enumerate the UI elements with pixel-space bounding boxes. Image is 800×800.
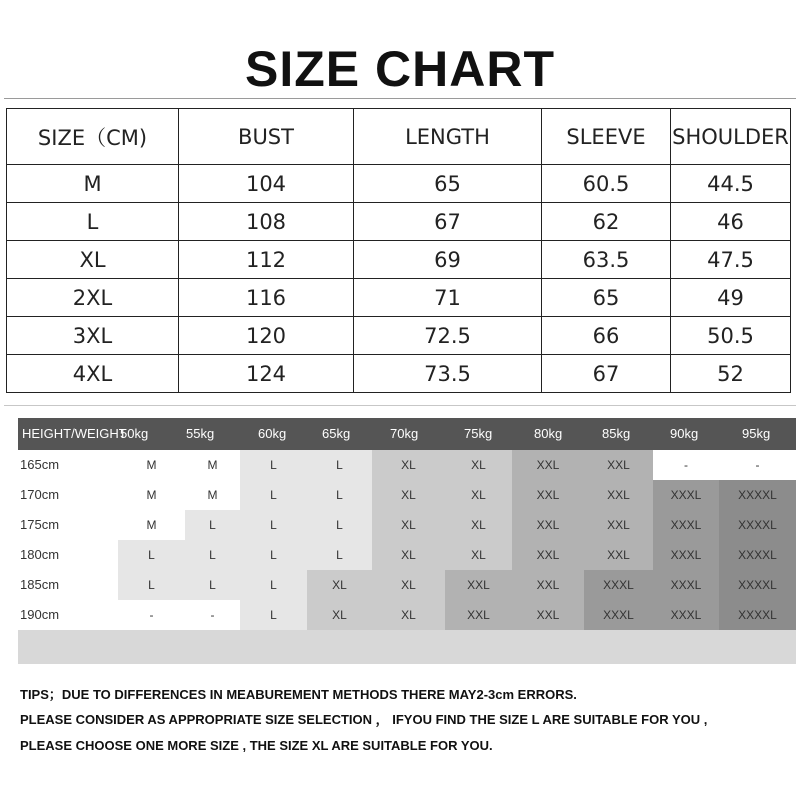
size-recommendation-cell: L xyxy=(118,570,185,600)
size-recommendation-cell: XL xyxy=(445,510,512,540)
bust-cell: 120 xyxy=(179,317,354,355)
height-weight-table xyxy=(18,418,796,664)
size-recommendation-cell: XL xyxy=(372,540,445,570)
tips-line: TIPS；DUE TO DIFFERENCES IN MEABUREMENT METHODS THERE MAY2-3cm ERRORS. xyxy=(20,687,577,702)
size-recommendation-cell: L xyxy=(307,480,372,510)
divider xyxy=(4,98,796,99)
size-cell: L xyxy=(7,203,179,241)
size-recommendation-cell: XXL xyxy=(584,480,653,510)
divider xyxy=(4,405,796,406)
size-recommendation-cell: XXL xyxy=(584,450,653,480)
sleeve-cell: 63.5 xyxy=(542,241,671,279)
column-header-bust: BUST xyxy=(179,109,354,165)
bust-cell: 116 xyxy=(179,279,354,317)
length-cell: 73.5 xyxy=(354,355,542,393)
size-recommendation-cell: L xyxy=(307,450,372,480)
size-cell: XL xyxy=(7,241,179,279)
height-label: 185cm xyxy=(20,577,60,592)
size-recommendation-cell: XL xyxy=(445,450,512,480)
size-recommendation-cell: - xyxy=(185,600,240,630)
bust-cell: 124 xyxy=(179,355,354,393)
size-recommendation-cell: XXL xyxy=(445,600,512,630)
height-label: 170cm xyxy=(20,487,60,502)
column-header-sleeve: SLEEVE xyxy=(542,109,671,165)
size-cell: M xyxy=(7,165,179,203)
size-recommendation-cell: M xyxy=(185,450,240,480)
length-cell: 65 xyxy=(354,165,542,203)
weight-column-header: 50kg xyxy=(120,426,149,441)
column-header-length: LENGTH xyxy=(354,109,542,165)
size-recommendation-cell: L xyxy=(185,540,240,570)
shoulder-cell: 44.5 xyxy=(671,165,791,203)
size-recommendation-cell: M xyxy=(118,450,185,480)
size-recommendation-cell: XXL xyxy=(512,450,584,480)
bust-cell: 112 xyxy=(179,241,354,279)
height-label: 190cm xyxy=(20,607,60,622)
size-recommendation-cell: XL xyxy=(445,480,512,510)
size-recommendation-cell: XXL xyxy=(584,540,653,570)
size-table-header-row xyxy=(7,109,791,165)
size-cell: 2XL xyxy=(7,279,179,317)
sleeve-cell: 67 xyxy=(542,355,671,393)
shoulder-cell: 46 xyxy=(671,203,791,241)
size-recommendation-cell: XXXL xyxy=(653,510,719,540)
column-header-shoulder: SHOULDER xyxy=(671,109,791,165)
size-recommendation-cell: XXL xyxy=(512,540,584,570)
size-recommendation-cell: L xyxy=(240,450,307,480)
weight-column-header: 65kg xyxy=(322,426,351,441)
size-recommendation-cell: XXXL xyxy=(584,600,653,630)
size-recommendation-cell: - xyxy=(653,450,719,480)
size-recommendation-cell: L xyxy=(185,510,240,540)
weight-header-row xyxy=(18,418,796,450)
size-recommendation-cell: XL xyxy=(372,450,445,480)
sleeve-cell: 66 xyxy=(542,317,671,355)
table-row xyxy=(7,355,791,393)
shoulder-cell: 47.5 xyxy=(671,241,791,279)
weight-column-header: 70kg xyxy=(390,426,419,441)
size-recommendation-cell: L xyxy=(240,570,307,600)
column-header-size: SIZE（CM) xyxy=(7,109,179,165)
sleeve-cell: 62 xyxy=(542,203,671,241)
length-cell: 67 xyxy=(354,203,542,241)
size-recommendation-cell: M xyxy=(185,480,240,510)
size-recommendation-cell: XL xyxy=(307,570,372,600)
size-recommendation-cell: L xyxy=(240,540,307,570)
size-table xyxy=(6,108,791,393)
size-recommendation-cell: XL xyxy=(372,600,445,630)
size-recommendation-cell: M xyxy=(118,480,185,510)
length-cell: 69 xyxy=(354,241,542,279)
sleeve-cell: 65 xyxy=(542,279,671,317)
size-recommendation-cell: XL xyxy=(372,480,445,510)
length-cell: 72.5 xyxy=(354,317,542,355)
size-cell: 3XL xyxy=(7,317,179,355)
size-recommendation-cell: XL xyxy=(372,510,445,540)
size-recommendation-cell: L xyxy=(118,540,185,570)
table-footer-band xyxy=(18,630,796,664)
height-label: 165cm xyxy=(20,457,60,472)
size-recommendation-cell: XL xyxy=(307,600,372,630)
page-title: SIZE CHART xyxy=(245,41,555,97)
size-recommendation-cell: XXXL xyxy=(653,600,719,630)
size-cell: 4XL xyxy=(7,355,179,393)
height-label: 175cm xyxy=(20,517,60,532)
size-recommendation-cell: XL xyxy=(445,540,512,570)
sleeve-cell: 60.5 xyxy=(542,165,671,203)
size-recommendation-cell: - xyxy=(719,450,796,480)
weight-column-header: 90kg xyxy=(670,426,699,441)
table-row xyxy=(7,203,791,241)
size-recommendation-cell: L xyxy=(240,600,307,630)
table-row xyxy=(7,165,791,203)
size-recommendation-cell: L xyxy=(185,570,240,600)
shoulder-cell: 50.5 xyxy=(671,317,791,355)
weight-column-header: 80kg xyxy=(534,426,563,441)
size-recommendation-cell: L xyxy=(240,480,307,510)
size-recommendation-cell: XXXXL xyxy=(719,540,796,570)
size-recommendation-cell: XXXXL xyxy=(719,480,796,510)
bust-cell: 108 xyxy=(179,203,354,241)
size-recommendation-cell: M xyxy=(118,510,185,540)
size-recommendation-cell: XXL xyxy=(445,570,512,600)
size-recommendation-cell: L xyxy=(307,540,372,570)
size-recommendation-cell: L xyxy=(307,510,372,540)
table-row xyxy=(7,317,791,355)
size-recommendation-cell: XXL xyxy=(512,570,584,600)
table-row xyxy=(7,241,791,279)
size-recommendation-cell: XXL xyxy=(512,480,584,510)
size-recommendation-cell: XXXL xyxy=(584,570,653,600)
size-recommendation-cell: XXL xyxy=(512,600,584,630)
shoulder-cell: 52 xyxy=(671,355,791,393)
size-recommendation-cell: XXL xyxy=(512,510,584,540)
weight-column-header: 95kg xyxy=(742,426,771,441)
weight-column-header: 55kg xyxy=(186,426,215,441)
size-recommendation-cell: - xyxy=(118,600,185,630)
weight-column-header: 85kg xyxy=(602,426,631,441)
tips-line: PLEASE CONSIDER AS APPROPRIATE SIZE SELECTION ， IFYOU FIND THE SIZE L ARE SUITABLE FOR YOU , xyxy=(20,712,708,727)
size-recommendation-cell: XXXL xyxy=(653,570,719,600)
bust-cell: 104 xyxy=(179,165,354,203)
size-recommendation-cell: L xyxy=(240,510,307,540)
shoulder-cell: 49 xyxy=(671,279,791,317)
tips-line: PLEASE CHOOSE ONE MORE SIZE , THE SIZE XL ARE SUITABLE FOR YOU. xyxy=(20,738,493,753)
height-label: 180cm xyxy=(20,547,60,562)
size-recommendation-cell: XXXL xyxy=(653,480,719,510)
table-row xyxy=(7,279,791,317)
size-recommendation-cell: XL xyxy=(372,570,445,600)
weight-column-header: 75kg xyxy=(464,426,493,441)
size-recommendation-cell: XXXL xyxy=(653,540,719,570)
size-recommendation-cell: XXL xyxy=(584,510,653,540)
size-recommendation-cell: XXXXL xyxy=(719,570,796,600)
corner-label: HEIGHT/WEIGHT xyxy=(22,426,127,441)
length-cell: 71 xyxy=(354,279,542,317)
size-recommendation-cell: XXXXL xyxy=(719,510,796,540)
weight-column-header: 60kg xyxy=(258,426,287,441)
size-recommendation-cell: XXXXL xyxy=(719,600,796,630)
